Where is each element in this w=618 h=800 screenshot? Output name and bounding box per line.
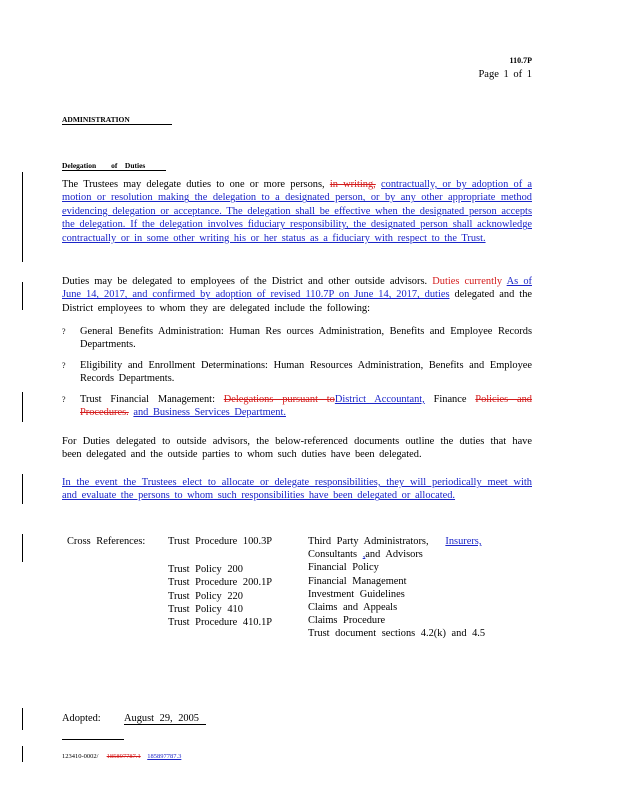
changed-text: Duties currently [432,276,503,287]
cross-reference-item: Investment Guidelines [308,588,405,600]
cross-reference-item: Trust Procedure 100.3P [168,536,273,547]
change-bar [22,392,23,422]
inserted-text: 185897787.3 [147,753,182,760]
bullet-marker: ? [62,395,66,404]
adopted-label: Adopted: [62,713,101,724]
change-bar [22,534,23,562]
footer-rule [62,739,124,740]
paragraph-periodic-review: In the event the Trustees elect to allocate or delegate responsibilities, they will periodically meet with and evaluate the persons to whom such responsibilities have been delegated or allocated. [62,477,532,502]
section-title: ADMINISTRATION [62,115,172,125]
cross-reference-item: Claims Procedure [308,615,386,627]
cross-reference-item: Third Party Administrators, Insurers, [308,536,482,547]
bullet-marker: ? [62,361,66,370]
cross-reference-item: Trust Procedure 410.1P [168,617,273,629]
change-bar [22,474,23,504]
change-bar [22,708,23,730]
cross-reference-item: Claims and Appeals [308,602,398,614]
cross-references-left-column [168,535,272,629]
deleted-text: Policies and Procedures. [80,394,532,419]
cross-reference-item: Financial Policy [308,562,379,574]
bullet-marker: ? [62,327,66,336]
cross-reference-item: Trust Policy 410 [168,603,243,615]
inserted-text: Insurers, [445,536,482,547]
deleted-text: Delegations pursuant to [223,394,335,405]
cross-reference-item: Consultants ,and Advisors [308,549,423,561]
page-indicator: Page 1 of 1 [478,69,532,80]
policy-number: 110.7P [509,56,532,65]
adopted-date: August 29, 2005 [124,713,206,725]
subtitle: Delegation of Duties [62,161,166,171]
paragraph-trustee-delegation: The Trustees may delegate duties to one or more persons, in writing, contractually, or by adoption of a motion or resolution making the delegation to a designated person, or by any other appropriate method evidencing delegation or acceptance. The delegation shall be effective when the designated person accepts the delegation. If the delegation involves fiduciary responsibility, the designated person shall acknowledge contractually or in some other writing his or her status as a fiduciary with respect to the Trust. [62,179,532,244]
cross-references-label: Cross References: [67,536,146,547]
inserted-text: District Accountant, [334,394,425,405]
change-bar [22,746,23,762]
inserted-text: , [362,549,366,561]
inserted-text: contractually, or by adoption of a motion or resolution making the delegation to a designated person, or by any other appropriate method evidencing delegation or acceptance. The delegation shall be effective when the designated person accepts the delegation. If the delegation involves fiduciary responsibility, the designated person shall acknowledge contractually or in some other writing his or her status as a fiduciary with respect to the Trust. [62,179,532,244]
cross-reference-item: Trust document sections 4.2(k) and 4.5 [308,628,486,640]
deleted-text: 185897787.1 [106,753,141,760]
cross-references-right-column [308,535,485,641]
deleted-text: in writing, [329,179,376,190]
inserted-text: As of June 14, 2017, and confirmed by adoption of revised 110.7P on June 14, 2017, duties [62,276,532,301]
cross-reference-item: Financial Management [308,575,407,587]
cross-reference-item: Trust Policy 220 [168,590,243,602]
change-bar [22,282,23,310]
cross-reference-item: Trust Policy 200 [168,564,243,576]
paragraph-duties-delegated: Duties may be delegated to employees of the District and other outside advisors. Duties currently As of June 14, 2017, and confirmed by adoption of revised 110.7P on June 14, 2017, duties delegated and the District employees to whom they are delegated include the following: [62,276,532,314]
inserted-text: and Business Services Department. [133,407,286,419]
cross-reference-item: Trust Procedure 200.1P [168,577,273,589]
footer-document-id: 123410-0002/ 185897787.1 185897787.3 [62,753,182,760]
change-bar [22,172,23,262]
paragraph-outside-advisors: For Duties delegated to outside advisors, the below-referenced documents outline the duties that have been delegated and the outside parties to whom such duties have been delegated. [62,436,532,461]
